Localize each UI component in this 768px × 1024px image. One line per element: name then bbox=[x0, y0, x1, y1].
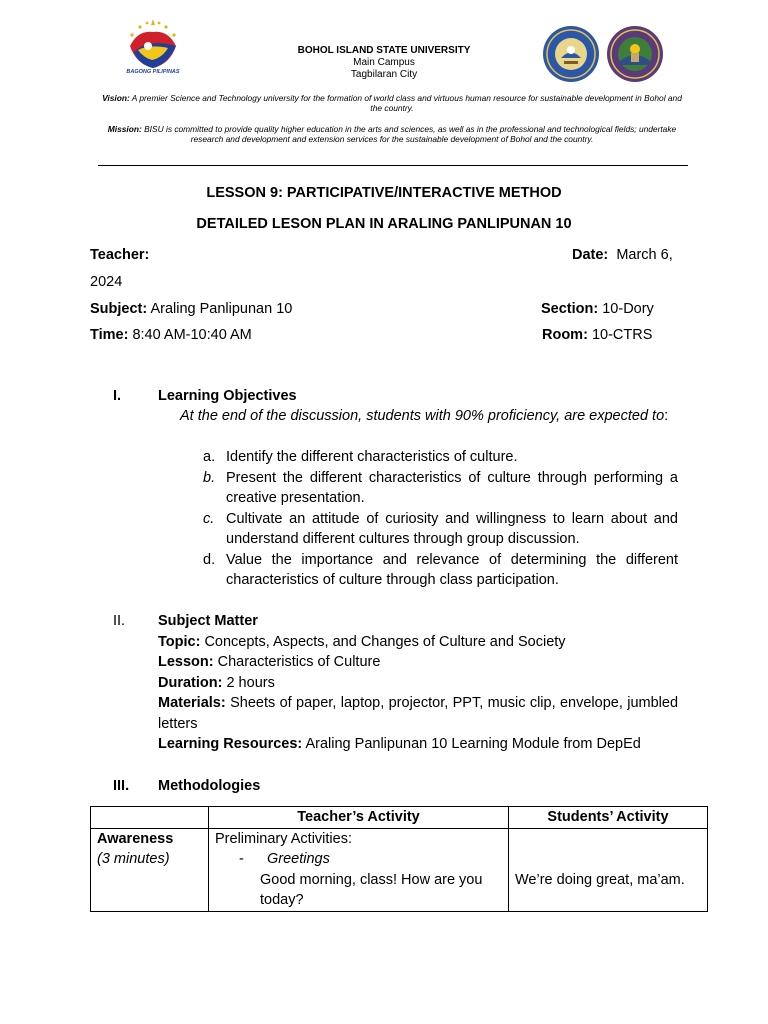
room-label: Room: bbox=[542, 327, 588, 343]
subject-field bbox=[90, 299, 292, 319]
vision-text: A premier Science and Technology university for the formation of world class and virtuous human resource for sustainable development in Bohol and the country. bbox=[131, 93, 682, 113]
list-marker: c. bbox=[203, 510, 215, 527]
objectives-intro-colon: : bbox=[664, 408, 669, 424]
materials-value: Sheets of paper, laptop, projector, PPT, music clip, envelope, jumbled letters bbox=[158, 695, 679, 732]
teacher-line: Good morning, class! How are you today? bbox=[260, 871, 483, 908]
table-header-stage bbox=[91, 807, 209, 829]
duration-value: 2 hours bbox=[226, 675, 275, 691]
time-field bbox=[90, 325, 252, 345]
materials-label: Materials: bbox=[158, 695, 226, 711]
topic-value: Concepts, Aspects, and Changes of Culture and Society bbox=[204, 634, 566, 650]
mission-label: Mission: bbox=[107, 124, 142, 134]
table-header-students: Students’ Activity bbox=[509, 807, 708, 829]
duration-line bbox=[158, 673, 275, 693]
logo-caption: BAGONG PILIPINAS bbox=[126, 69, 180, 75]
vision-statement bbox=[98, 93, 686, 113]
methodologies-table bbox=[90, 806, 708, 912]
greetings-line bbox=[215, 849, 502, 870]
date-field bbox=[572, 245, 673, 265]
table-header-row bbox=[91, 807, 708, 829]
list-text: Present the different characteristics of culture through performing a creative presentation. bbox=[226, 469, 678, 506]
mission-statement bbox=[98, 124, 686, 144]
methodologies-heading: Methodologies bbox=[158, 778, 261, 794]
room-field bbox=[542, 325, 652, 345]
time-label: Time: bbox=[90, 327, 129, 343]
materials-line bbox=[158, 693, 678, 734]
preliminary-label: Preliminary Activities: bbox=[215, 830, 352, 847]
table-header-teacher: Teacher’s Activity bbox=[209, 807, 509, 829]
table-row bbox=[91, 828, 708, 911]
section-number: II. bbox=[113, 613, 126, 629]
resources-label: Learning Resources: bbox=[158, 736, 303, 752]
student-line: We’re doing great, ma’am. bbox=[515, 871, 685, 888]
list-text: Value the importance and relevance of determining the different characteristics of culture through class participation. bbox=[226, 551, 678, 588]
section-number: III. bbox=[113, 778, 130, 794]
objectives-intro-text: At the end of the discussion, students with 90% proficiency, are expected to bbox=[180, 408, 665, 424]
section-value: 10-Dory bbox=[602, 301, 654, 317]
date-year: 2024 bbox=[90, 274, 123, 290]
objectives-intro bbox=[158, 406, 678, 427]
objectives-list bbox=[203, 447, 678, 591]
lesson-label: Lesson: bbox=[158, 654, 214, 670]
dash-marker: - bbox=[239, 851, 244, 867]
vision-label: Vision: bbox=[102, 93, 130, 103]
objectives-heading: Learning Objectives bbox=[158, 388, 297, 404]
stage-name: Awareness bbox=[97, 830, 174, 847]
mission-text: BISU is committed to provide quality higher education in the arts and sciences, as well as in the professional and technological fields; undertake research and development and extension services for the sustainable development of Bohol and the country. bbox=[144, 124, 677, 144]
list-marker: a. bbox=[203, 449, 216, 465]
subject-label: Subject: bbox=[90, 301, 148, 317]
bagong-pilipinas-seal bbox=[606, 25, 664, 83]
stage-duration: (3 minutes) bbox=[97, 851, 170, 867]
subject-value: Araling Panlipunan 10 bbox=[150, 301, 293, 317]
list-item bbox=[203, 509, 678, 550]
list-marker: d. bbox=[203, 551, 216, 568]
bagong-pilipinas-logo bbox=[118, 16, 188, 78]
resources-value: Araling Panlipunan 10 Learning Module from DepEd bbox=[305, 736, 641, 752]
topic-line bbox=[158, 632, 566, 652]
university-heading bbox=[230, 45, 538, 81]
section-field bbox=[541, 299, 654, 319]
university-name: BOHOL ISLAND STATE UNIVERSITY bbox=[297, 45, 471, 56]
list-item bbox=[203, 468, 678, 509]
campus-name: Main Campus bbox=[353, 57, 415, 68]
lesson-value: Characteristics of Culture bbox=[217, 654, 381, 670]
stage-cell bbox=[91, 828, 209, 911]
list-marker: b. bbox=[203, 469, 216, 486]
teacher-label: Teacher: bbox=[90, 247, 150, 263]
university-seal bbox=[542, 25, 600, 83]
section-number: I. bbox=[113, 388, 122, 404]
lesson-title: LESSON 9: PARTICIPATIVE/INTERACTIVE METHOD bbox=[206, 185, 562, 201]
section-label: Section: bbox=[541, 301, 599, 317]
greetings-label: Greetings bbox=[267, 851, 330, 867]
plan-title: DETAILED LESON PLAN IN ARALING PANLIPUNAN 10 bbox=[196, 216, 572, 232]
lesson-line bbox=[158, 652, 380, 672]
room-value: 10-CTRS bbox=[591, 327, 653, 343]
list-text: Identify the different characteristics of culture. bbox=[226, 449, 518, 465]
topic-label: Topic: bbox=[158, 634, 201, 650]
date-label: Date: bbox=[572, 247, 609, 263]
teacher-activity-cell bbox=[209, 828, 509, 911]
time-value: 8:40 AM-10:40 AM bbox=[132, 327, 252, 343]
header-divider bbox=[98, 165, 688, 166]
date-value: March 6, bbox=[616, 247, 673, 263]
list-text: Cultivate an attitude of curiosity and willingness to learn about and understand different cultures through group discussion. bbox=[226, 510, 678, 547]
resources-line bbox=[158, 734, 641, 754]
list-item bbox=[203, 447, 678, 468]
list-item bbox=[203, 550, 678, 591]
student-activity-cell bbox=[509, 828, 708, 911]
subject-matter-heading: Subject Matter bbox=[158, 613, 258, 629]
campus-city: Tagbilaran City bbox=[350, 69, 418, 80]
duration-label: Duration: bbox=[158, 675, 223, 691]
